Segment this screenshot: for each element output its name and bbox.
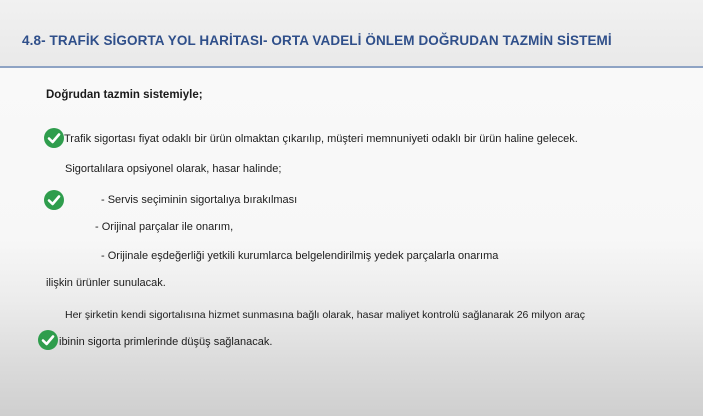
slide-header (0, 0, 703, 66)
check-circle-icon (44, 128, 64, 148)
body-text: Her şirketin kendi sigortalısına hizmet sunmasına bağlı olarak, hasar maliyet kontrolü sağlanarak 26 milyon araç (65, 309, 585, 321)
sub-item: - Orijinale eşdeğerliği yetkili kurumlarca belgelendirilmiş yedek parçalarla onarıma (101, 250, 499, 262)
body-text: Sigortalılara opsiyonel olarak, hasar halinde; (65, 163, 282, 175)
bullet-text: ibinin sigorta primlerinde düşüş sağlanacak. (59, 336, 273, 348)
header-divider (0, 66, 703, 68)
check-circle-icon (38, 330, 58, 350)
sub-item: - Orijinal parçalar ile onarım, (95, 221, 234, 233)
slide-title: 4.8- TRAFİK SİGORTA YOL HARİTASI- ORTA VADELİ ÖNLEM DOĞRUDAN TAZMİN SİSTEMİ (22, 33, 612, 48)
check-circle-icon (44, 190, 64, 210)
sub-item: - Servis seçiminin sigortalıya bırakılması (101, 194, 298, 206)
section-subtitle: Doğrudan tazmin sistemiyle; (46, 89, 203, 101)
bullet-text: Trafik sigortası fiyat odaklı bir ürün olmaktan çıkarılıp, müşteri memnuniyeti odaklı bir ürün haline gelecek. (64, 133, 578, 145)
body-text: ilişkin ürünler sunulacak. (46, 277, 166, 289)
